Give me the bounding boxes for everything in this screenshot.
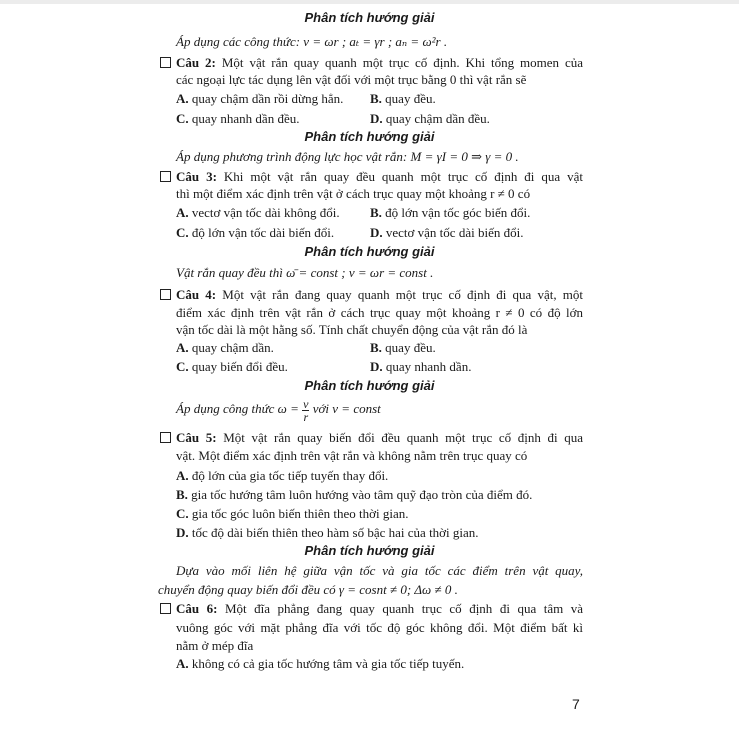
solution-text: Áp dụng phương trình động lực học vật rắn: M = γI = 0 ⇒ γ = 0 . — [176, 149, 519, 164]
option-key: B. — [370, 91, 382, 106]
option-text: độ lớn vận tốc góc biến đổi. — [385, 205, 531, 220]
section-heading: Phân tích hướng giải — [304, 543, 435, 558]
question-line: các ngoại lực tác dụng lên vật đối với một trục bằng 0 thì vật rắn sẽ — [176, 72, 527, 87]
option — [176, 525, 479, 541]
option-key: C. — [176, 225, 189, 240]
option — [176, 506, 409, 522]
question-line: điểm xác định trên vật rắn ở cách trục quay một khoảng r ≠ 0 có độ lớn — [176, 305, 583, 320]
fraction-denominator: r — [303, 409, 309, 424]
option-key: A. — [176, 91, 189, 106]
formula-prefix: Áp dụng công thức ω = — [176, 401, 299, 416]
option — [370, 359, 471, 375]
section-heading: Phân tích hướng giải — [304, 10, 435, 25]
option — [176, 91, 343, 107]
option-key: A. — [176, 340, 189, 355]
question-label: Câu 2: — [176, 55, 216, 70]
option-key: B. — [176, 487, 188, 502]
option-key: C. — [176, 111, 189, 126]
checkbox-icon — [160, 603, 171, 614]
option-text: không có cả gia tốc hướng tâm và gia tốc tiếp tuyến. — [191, 656, 465, 671]
solution-text: chuyển động quay biến đổi đều có γ = cosnt ≠ 0; Δω ≠ 0 . — [158, 582, 458, 597]
option — [176, 111, 299, 127]
option-text: độ lớn của gia tốc tiếp tuyến thay đổi. — [191, 468, 389, 483]
question-text: Một vật rắn quay biến đổi đều quanh một trục cố định đi qua — [223, 430, 584, 445]
section-heading: Phân tích hướng giải — [304, 129, 435, 144]
solution-text: Áp dụng các công thức: v = ωr ; aₜ = γr ; aₙ = ω²r . — [176, 34, 448, 49]
option — [370, 340, 436, 356]
option-key: A. — [176, 205, 189, 220]
question-line — [176, 55, 583, 71]
option-text: gia tốc hướng tâm luôn hướng vào tâm quỹ đạo tròn của điểm đó. — [191, 487, 533, 502]
question-label: Câu 5: — [176, 430, 217, 445]
question-text: Một đĩa phẳng đang quay quanh trục cố định đi qua tâm và — [224, 601, 584, 616]
option-key: C. — [176, 506, 189, 521]
checkbox-icon — [160, 171, 171, 182]
option-text: vectơ vận tốc dài không đổi. — [191, 205, 340, 220]
solution-text: Vật rắn quay đều thì ω̄ = const ; v = ωr = const . — [176, 265, 434, 280]
option-text: quay chậm dần. — [191, 340, 274, 355]
question-line: vuông góc với mặt phẳng đĩa với tốc độ góc không đổi. Một điểm bất kì — [176, 620, 583, 635]
question-line: vận tốc dài là một hằng số. Tính chất chuyển động của vật rắn đó là — [176, 322, 528, 337]
section-heading: Phân tích hướng giải — [304, 244, 435, 259]
checkbox-icon — [160, 432, 171, 443]
option — [176, 225, 334, 241]
option-text: tốc độ dài biến thiên theo hàm số bậc hai của thời gian. — [191, 525, 479, 540]
option-key: B. — [370, 340, 382, 355]
question-line — [176, 430, 583, 446]
question-label: Câu 3: — [176, 169, 217, 184]
option-text: quay đều. — [385, 91, 436, 106]
option — [370, 205, 530, 221]
question-label: Câu 6: — [176, 601, 218, 616]
question-line: vật. Một điểm xác định trên vật rắn và không nằm trên trục quay có — [176, 448, 528, 463]
checkbox-icon — [160, 57, 171, 68]
formula-suffix: với v = const — [312, 401, 381, 416]
option-text: quay nhanh dần. — [385, 359, 472, 374]
fraction — [302, 398, 309, 423]
option-text: vectơ vận tốc dài biến đổi. — [385, 225, 524, 240]
question-line: thì một điểm xác định trên vật ở cách trục quay một khoảng r ≠ 0 có — [176, 186, 531, 201]
option-text: quay nhanh dần đều. — [191, 111, 300, 126]
option-key: C. — [176, 359, 189, 374]
option-key: D. — [370, 225, 383, 240]
option-key: D. — [370, 359, 383, 374]
option-key: B. — [370, 205, 382, 220]
question-text: Một vật rắn quay quanh một trục cố định. Khi tổng momen của — [221, 55, 584, 70]
fraction-numerator: v — [303, 396, 309, 411]
question-label: Câu 4: — [176, 287, 217, 302]
question-text: Khi một vật rắn quay đều quanh một trục cố định đi qua vật — [223, 169, 583, 184]
option — [370, 111, 490, 127]
checkbox-icon — [160, 289, 171, 300]
option-text: quay chậm dần rồi dừng hẳn. — [191, 91, 344, 106]
option — [176, 468, 388, 484]
option — [370, 225, 523, 241]
section-heading: Phân tích hướng giải — [304, 378, 435, 393]
page-number: 7 — [572, 696, 580, 712]
solution-text — [176, 396, 381, 423]
question-line — [176, 287, 583, 303]
option — [176, 487, 532, 503]
option — [176, 205, 340, 221]
option-text: độ lớn vận tốc dài biến đổi. — [191, 225, 335, 240]
option — [176, 340, 274, 356]
solution-text: Dựa vào mối liên hệ giữa vận tốc và gia tốc các điểm trên vật quay, — [176, 563, 583, 578]
question-line — [176, 601, 583, 617]
top-border — [0, 0, 739, 4]
option-text: quay biến đổi đều. — [191, 359, 288, 374]
option-key: A. — [176, 468, 189, 483]
option-text: gia tốc góc luôn biến thiên theo thời gian. — [191, 506, 409, 521]
question-line: nằm ở mép đĩa — [176, 638, 254, 653]
option-key: D. — [370, 111, 383, 126]
option — [370, 91, 436, 107]
question-line — [176, 169, 583, 185]
question-text: Một vật rắn đang quay quanh một trục cố định đi qua vật, một — [222, 287, 584, 302]
option-key: A. — [176, 656, 189, 671]
option-text: quay đều. — [385, 340, 436, 355]
option-text: quay chậm dần đều. — [385, 111, 490, 126]
option-key: D. — [176, 525, 189, 540]
option — [176, 656, 464, 672]
option — [176, 359, 288, 375]
